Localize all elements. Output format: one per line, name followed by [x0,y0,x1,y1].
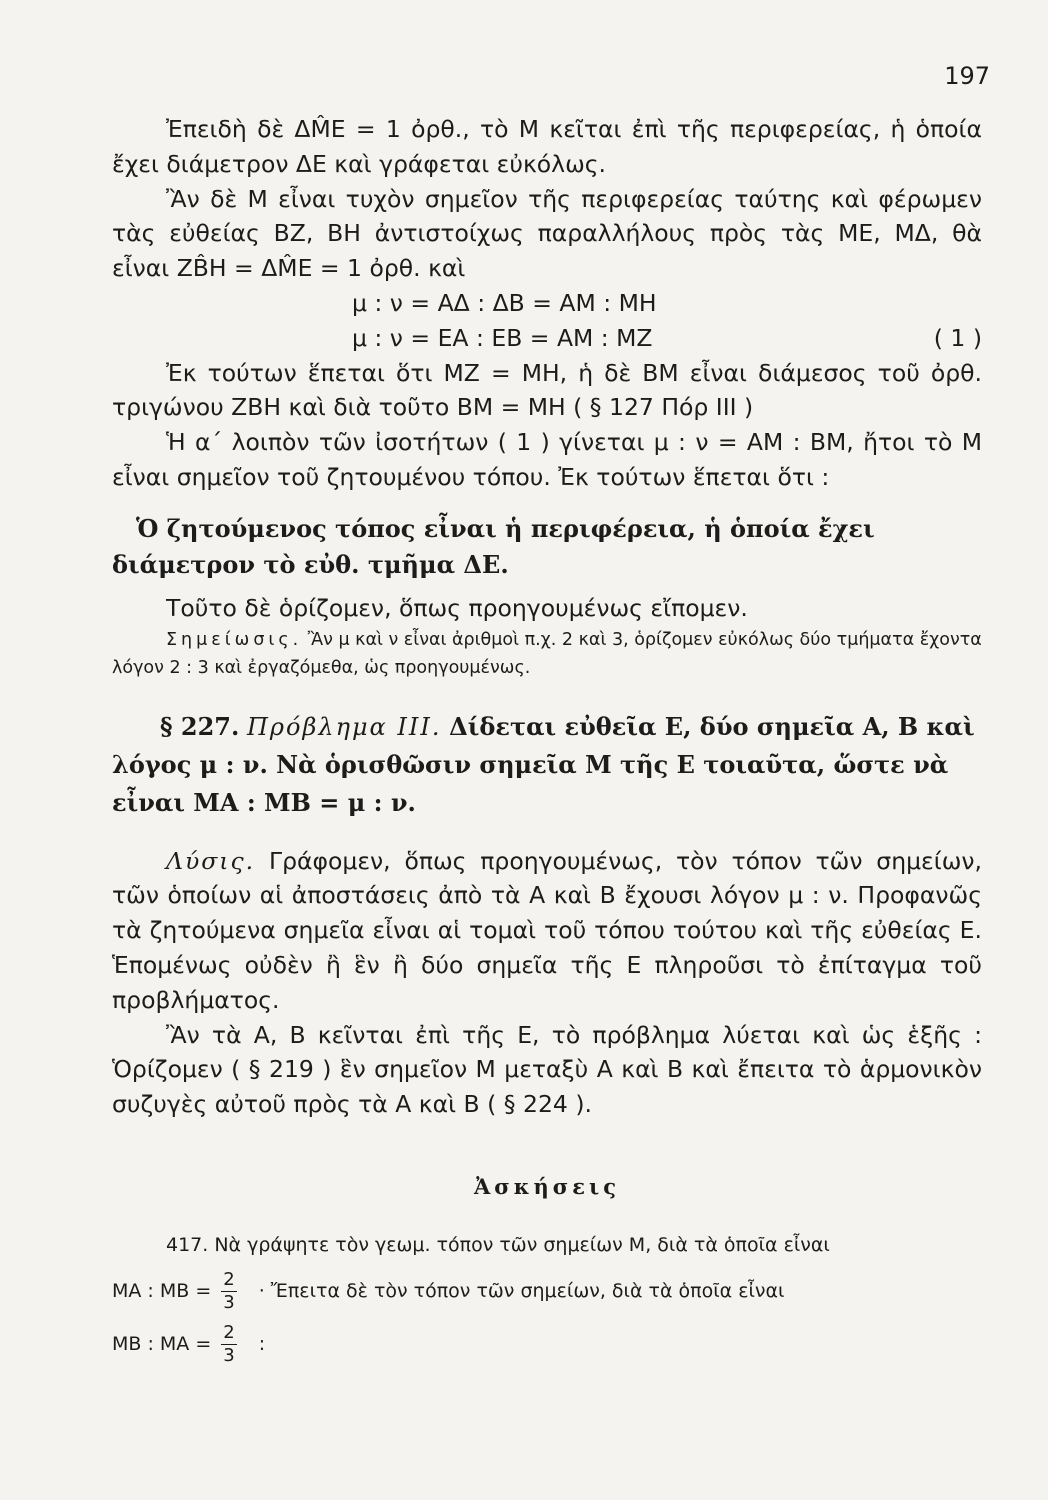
fraction-denominator: 3 [223,1344,235,1366]
page-number: 197 [944,62,990,90]
problem-label: Πρόβλημα III. [247,712,442,741]
equation-rest: : [258,1332,266,1355]
solution [112,844,982,1018]
note-text: Ἂν μ καὶ ν εἶναι ἀριθμοὶ π.χ. 2 καὶ 3, ὁρίζομεν εὐκόλως δύο τμήματα ἔχοντα λόγον 2 : 3 καὶ ἐργαζόμεθα, ὡς προηγουμένως. [112,629,982,678]
section-number: § 227. [160,711,240,741]
solution-label: Λύσις. [166,846,256,875]
equation-number: ( 1 ) [933,323,982,352]
fraction [221,1322,236,1367]
paragraph: Τοῦτο δὲ ὁρίζομεν, ὅπως προηγουμένως εἴπομεν. [166,593,748,622]
fraction-numerator: 2 [223,1268,235,1290]
paragraph: Ἂν τὰ A, B κεῖνται ἐπὶ τῆς E, τὸ πρόβλημα λύεται καὶ ὡς ἑξῆς : Ὁρίζομεν ( § 219 ) ἓν σημεῖον M μεταξὺ A καὶ B καὶ ἔπειτα τὸ ἁρμονικὸν συζυγὲς αὐτοῦ πρὸς τὰ A καὶ B ( § 224 ). [112,1020,982,1119]
problem-statement [112,708,982,822]
problem-text: Δίδεται εὐθεῖα E, δύο σημεῖα A, B καὶ λόγος μ : ν. Νὰ ὁρισθῶσιν σημεῖα M τῆς E τοιαῦτα, ὥστε νὰ εἶναι MA : MB = μ : ν. [112,711,975,817]
exercise-text: 417. Νὰ γράψητε τὸν γεωμ. τόπον τῶν σημείων M, διὰ τὰ ὁποῖα εἶναι [166,1233,830,1256]
exercises-heading: Ἀσκήσεις [474,1173,620,1199]
formula [112,286,982,321]
solution-text: Γράφομεν, ὅπως προηγουμένως, τὸν τόπον τῶν σημείων, τῶν ὁποίων αἱ ἀποστάσεις ἀπὸ τὰ A καὶ B ἔχουσι λόγον μ : ν. Προφανῶς τὰ ζητούμενα σημεῖα εἶναι αἱ τομαὶ τοῦ τόπου τούτου καὶ τῆς εὐθείας E. Ἑπομένως οὐδὲν ἢ ἓν ἢ δύο σημεῖα τῆς E πληροῦσι τὸ ἐπίταγμα τοῦ προβλήματος. [112,846,982,1014]
paragraph: Ἐκ τούτων ἕπεται ὅτι MZ = MH, ἡ δὲ BM εἶναι διάμεσος τοῦ ὀρθ. τριγώνου ZBH καὶ διὰ τοῦτο BM = MH ( § 127 Πόρ III ) [112,358,982,422]
fraction [221,1269,236,1314]
paragraph: Ἐπειδὴ δὲ ΔM̂E = 1 ὀρθ., τὸ M κεῖται ἐπὶ τῆς περιφερείας, ἡ ὁποία ἔχει διάμετρον ΔE καὶ γράφεται εὐκόλως. [112,115,982,178]
fraction-numerator: 2 [223,1321,235,1343]
formula [112,321,982,356]
note [112,626,982,682]
body-text [112,112,982,1367]
exercise-equation [112,1269,982,1314]
equation-rest: · Ἔπειτα δὲ τὸν τόπον τῶν σημείων, διὰ τὰ ὁποῖα εἶναι [258,1279,785,1302]
paragraph: Ἂν δὲ M εἶναι τυχὸν σημεῖον τῆς περιφερείας ταύτης καὶ φέρωμεν τὰς εὐθείας BZ, BH ἀντιστοίχως παραλλήλους πρὸς τὰς ME, MΔ, θὰ εἶναι ZB̂H = ΔM̂E = 1 ὀρθ. καὶ [112,184,982,283]
exercise-equation [112,1322,982,1367]
formula-text: μ : ν = EA : EB = AM : MZ [352,323,653,352]
formula-text: μ : ν = AΔ : ΔB = AM : MH [352,288,657,317]
paragraph: Ἡ α΄ λοιπὸν τῶν ἰσοτήτων ( 1 ) γίνεται μ : ν = AM : BM, ἤτοι τὸ M εἶναι σημεῖον τοῦ ζητουμένου τόπου. Ἐκ τούτων ἕπεται ὅτι : [112,428,982,491]
theorem-statement: Ὁ ζητούμενος τόπος εἶναι ἡ περιφέρεια, ἡ ὁποία ἔχει διάμετρον τὸ εὐθ. τμῆμα ΔE. [112,513,875,579]
equation-lhs: MA : MB = [112,1279,212,1302]
equation-lhs: MB : MA = [112,1332,212,1355]
note-label: Σημείωσις. [166,629,303,650]
fraction-denominator: 3 [223,1291,235,1313]
